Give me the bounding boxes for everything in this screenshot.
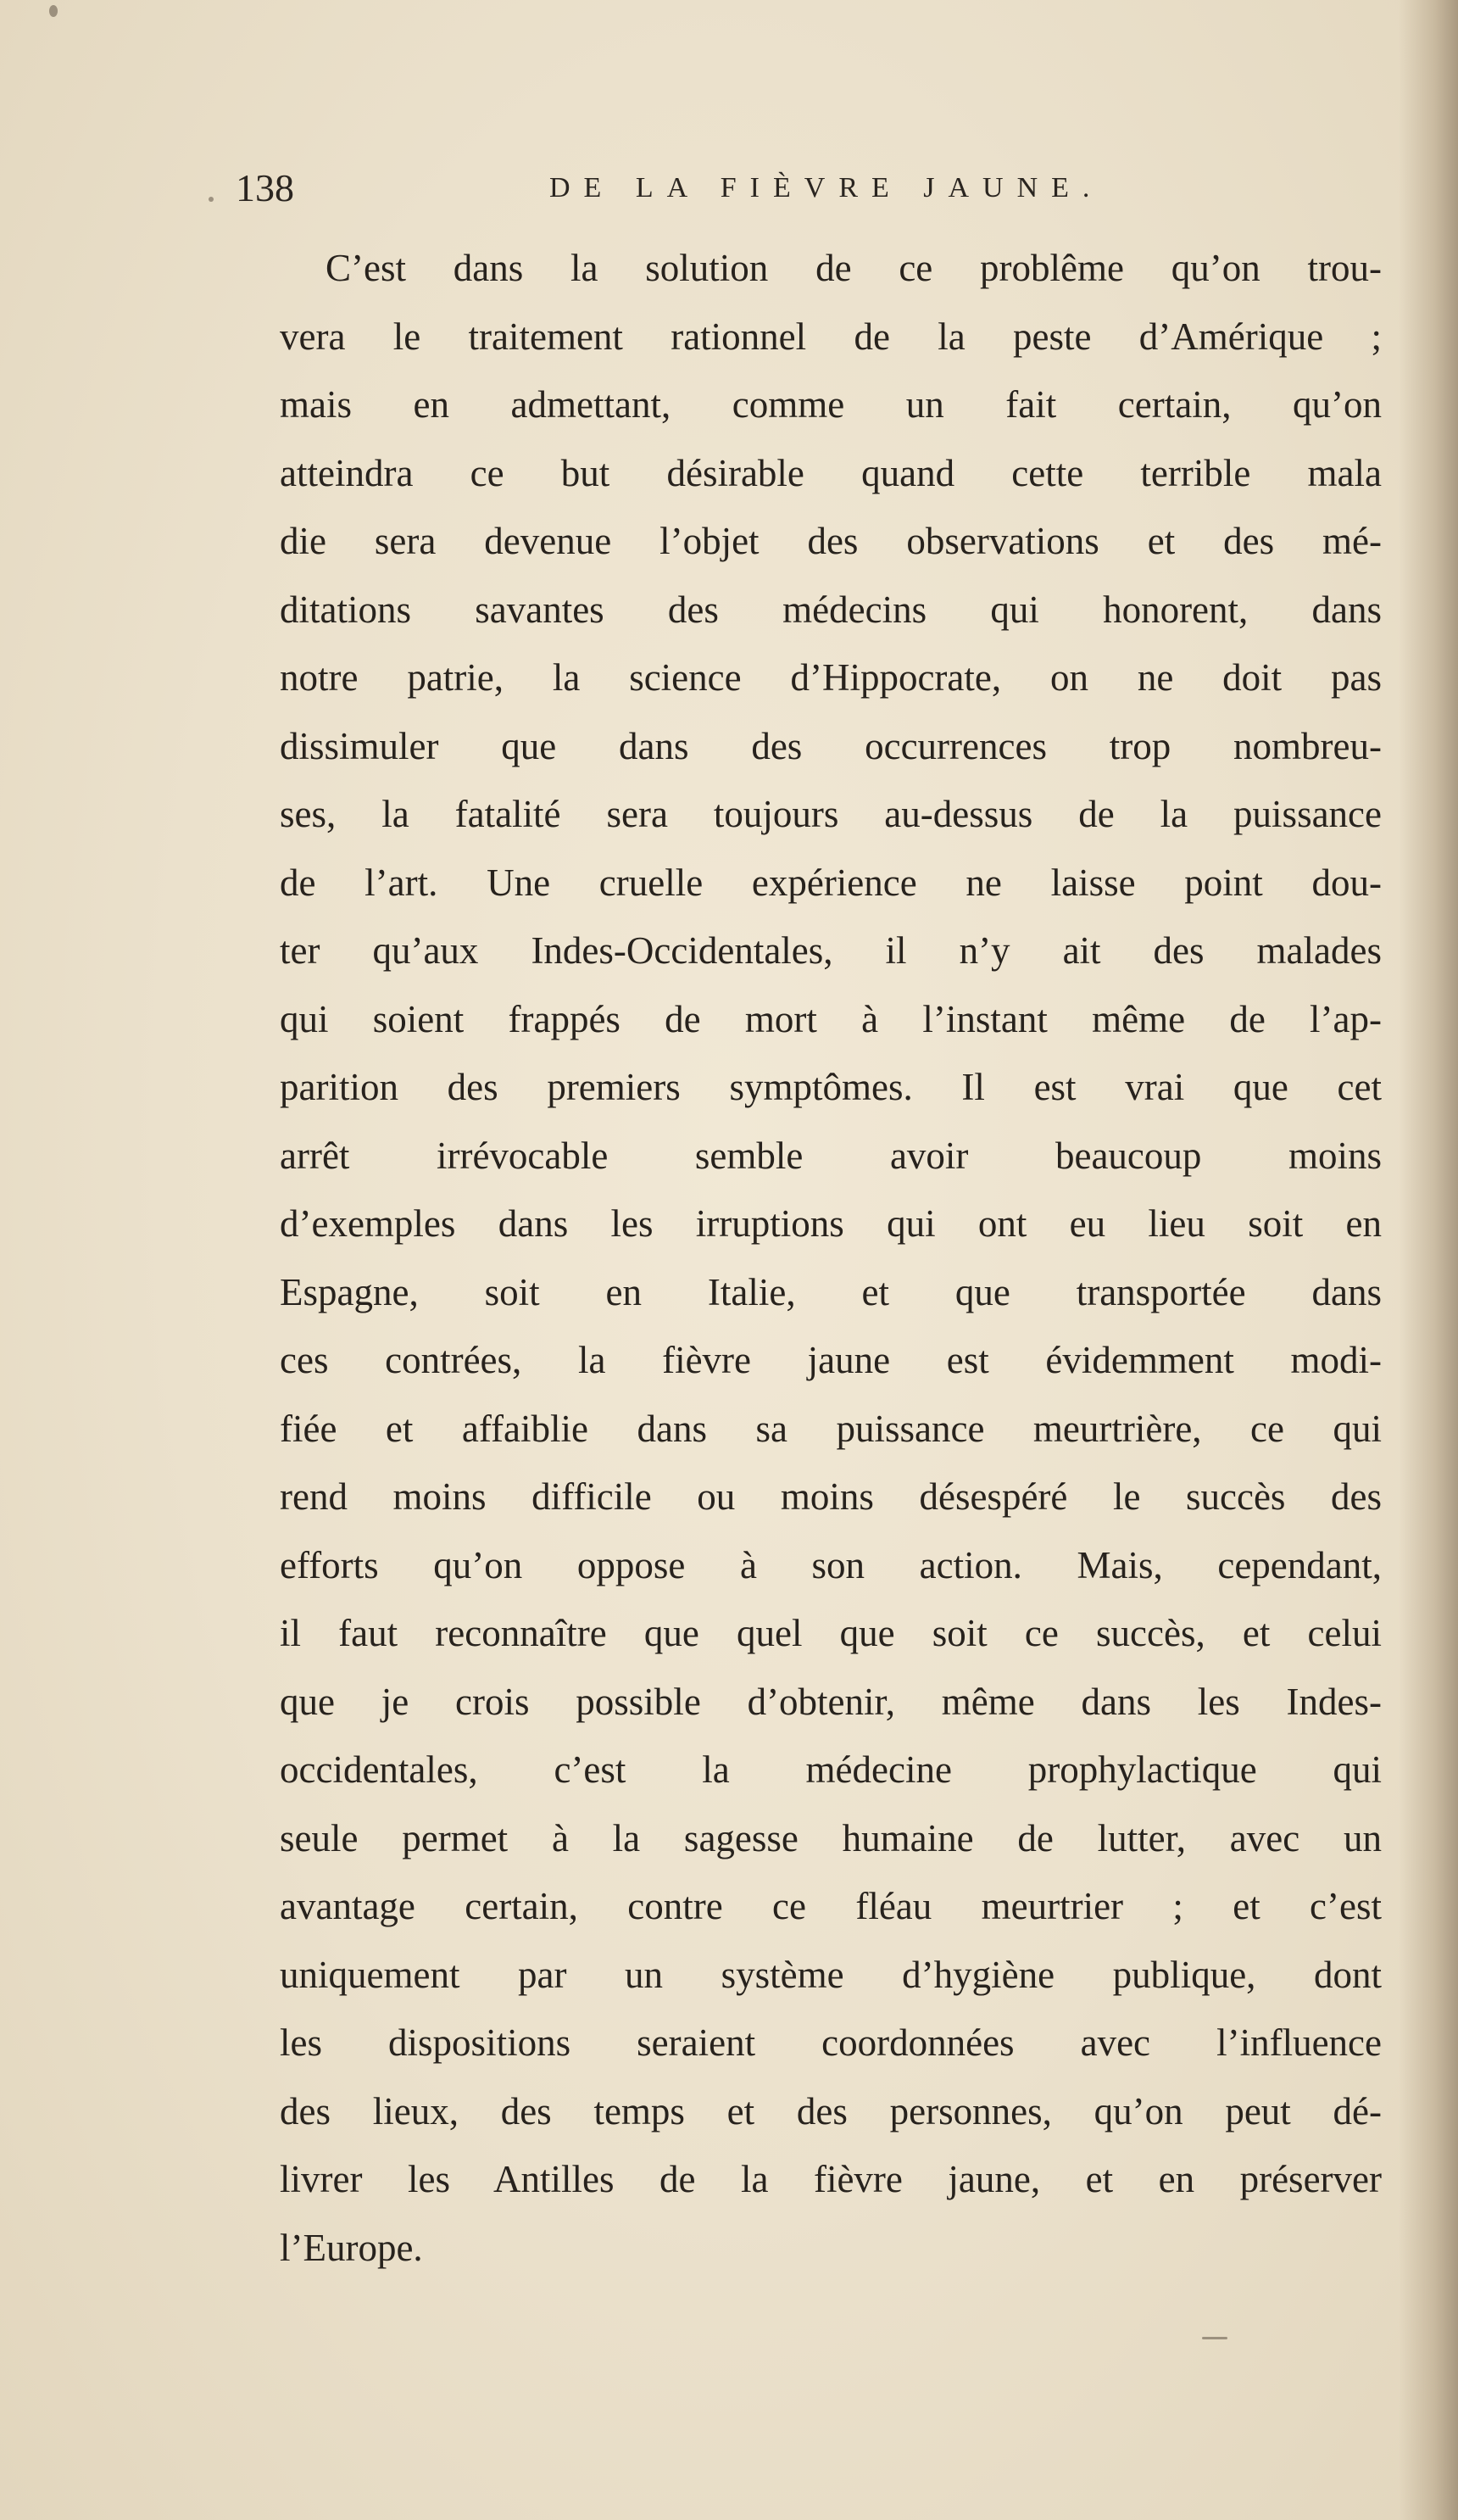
running-head: DE LA FIÈVRE JAUNE.: [549, 172, 1104, 203]
text-line: rend moins difficile ou moins désespéré le succès des: [280, 1475, 1382, 1518]
text-line: atteindra ce but désirable quand cette terrible mala: [280, 451, 1382, 494]
text-line: Espagne, soit en Italie, et que transportée dans: [280, 1270, 1382, 1313]
text-line: efforts qu’on oppose à son action. Mais, cependant,: [280, 1543, 1382, 1586]
page-header: [236, 163, 1363, 214]
text-line: des lieux, des temps et des personnes, qu’on peut dé-: [280, 2089, 1382, 2133]
text-line: mais en admettant, comme un fait certain, qu’on: [280, 383, 1382, 426]
text-line: seule permet à la sagesse humaine de lutter, avec un: [280, 1816, 1382, 1859]
page-number: 138: [236, 166, 294, 209]
text-line: ter qu’aux Indes-Occidentales, il n’y ait des malades: [280, 929, 1382, 972]
paper-speck: [209, 197, 214, 202]
text-line: die sera devenue l’objet des observations et des mé-: [280, 520, 1382, 562]
text-line: l’Europe.: [280, 2226, 423, 2269]
text-line: ces contrées, la fièvre jaune est évidemment modi-: [280, 1339, 1382, 1381]
text-line: il faut reconnaître que quel que soit ce succès, et celui: [280, 1612, 1382, 1654]
text-line: que je crois possible d’obtenir, même dans les Indes-: [280, 1680, 1382, 1723]
text-line: livrer les Antilles de la fièvre jaune, et en préserver: [280, 2158, 1382, 2200]
text-line: de l’art. Une cruelle expérience ne laisse point dou-: [280, 861, 1382, 904]
text-line: C’est dans la solution de ce problême qu’on trou-: [326, 247, 1382, 289]
text-line: ditations savantes des médecins qui honorent, dans: [280, 588, 1382, 631]
paper-speck: [1202, 2337, 1227, 2339]
text-line: uniquement par un système d’hygiène publique, dont: [280, 1953, 1382, 1996]
text-line: dissimuler que dans des occurrences trop nombreu-: [280, 724, 1382, 767]
text-line: notre patrie, la science d’Hippocrate, on ne doit pas: [280, 656, 1382, 699]
text-line: qui soient frappés de mort à l’instant même de l’ap-: [280, 997, 1382, 1040]
body-text: [280, 234, 1382, 2282]
text-line: les dispositions seraient coordonnées avec l’influence: [280, 2021, 1382, 2064]
text-line: parition des premiers symptômes. Il est vrai que cet: [280, 1066, 1382, 1108]
text-line: arrêt irrévocable semble avoir beaucoup moins: [280, 1134, 1382, 1177]
text-line: d’exemples dans les irruptions qui ont eu lieu soit en: [280, 1202, 1382, 1245]
text-line: ses, la fatalité sera toujours au-dessus de la puissance: [280, 793, 1382, 835]
text-line: occidentales, c’est la médecine prophylactique qui: [280, 1748, 1382, 1791]
page-edge-shadow: [1399, 0, 1458, 2520]
text-line: avantage certain, contre ce fléau meurtrier ; et c’est: [280, 1885, 1382, 1927]
text-line: vera le traitement rationnel de la peste d’Amérique ;: [280, 315, 1382, 358]
text-line: fiée et affaiblie dans sa puissance meurtrière, ce qui: [280, 1407, 1382, 1450]
paper-speck: [49, 5, 58, 17]
